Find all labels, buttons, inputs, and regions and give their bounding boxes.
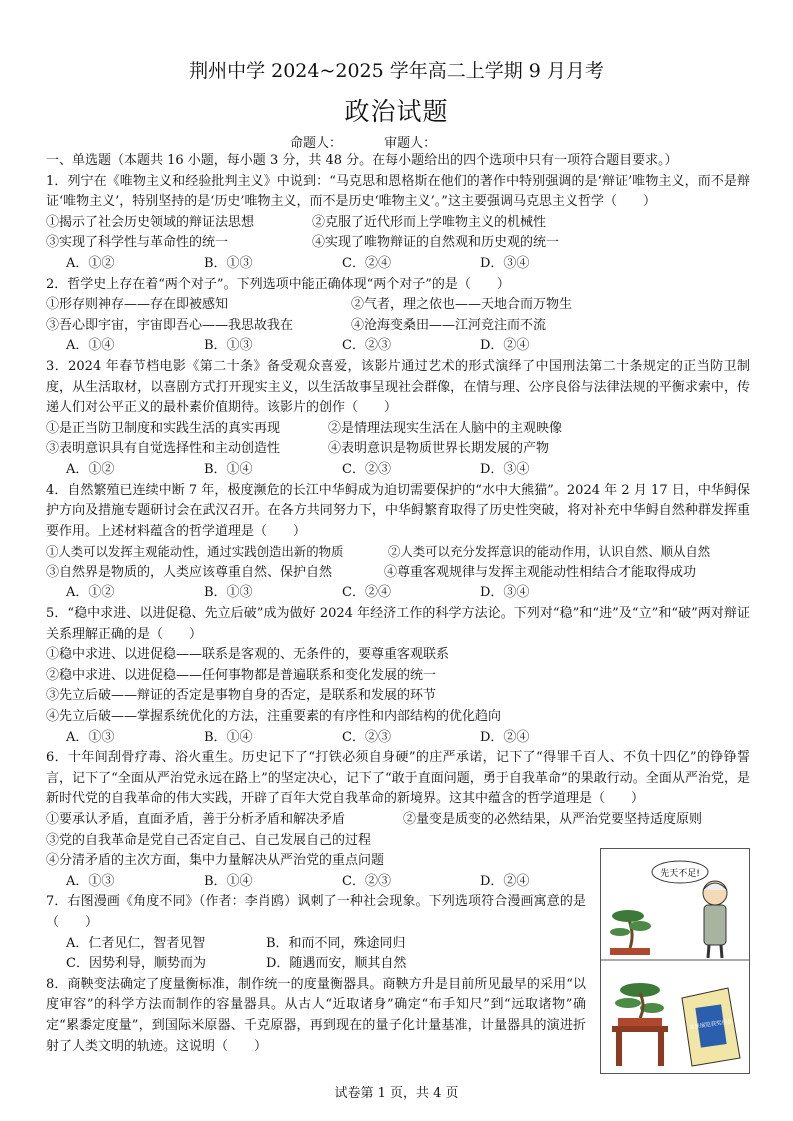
q3-options <box>46 460 750 481</box>
q3-item-4: ④表明意识是物质世界长期发展的产物 <box>328 441 550 457</box>
q2-option-a: A．①④ <box>66 338 115 354</box>
q4-options <box>46 583 750 604</box>
q4-item-4: ④尊重客观规律与发挥主观能动性相结合才能取得成功 <box>384 564 697 580</box>
q3-stem: 3．2024 年春节档电影《第二十条》备受观众喜爱，该影片通过艺术的形式演绎了中国刑法第二十条规定的正当防卫制度，从生活取材，以喜剧方式打开现实主义，以生活故事呈现社会群像，在情与理、公序良俗与法律法规的平衡求索中，传递人们对公平正义的最朴素价值期待。该影片的创作（ ） <box>46 358 750 416</box>
q5-item-1: ①稳中求进、以进促稳——联系是客观的、无条件的，要尊重客观联系 <box>46 647 450 663</box>
q4-item-1: ①人类可以发挥主观能动性，通过实践创造出新的物质 <box>46 544 344 560</box>
q3-option-c: C．②③ <box>342 461 391 477</box>
q7-option-b: B．和而不同，殊途同归 <box>266 935 406 951</box>
q7-option-c: C．因势利导，顺势而为 <box>66 956 206 972</box>
q2-item-2: ②气者，理之依也——天地合而万物生 <box>351 297 573 313</box>
q2-items-row1 <box>46 295 750 316</box>
q6-option-b: B．①④ <box>204 873 253 889</box>
q7-option-a: A．仁者见仁，智者见智 <box>66 935 206 951</box>
q2-option-c: C．②③ <box>342 338 391 354</box>
q5-option-b: B．①④ <box>204 729 253 745</box>
q3-option-b: B．①④ <box>204 461 253 477</box>
q1-item-2: ②克服了近代形而上学唯物主义的机械性 <box>312 214 547 230</box>
q2-option-b: B．①③ <box>204 338 253 354</box>
q5-option-d: D．②④ <box>480 729 530 745</box>
q1-option-a: A．①② <box>66 255 115 271</box>
q3-item-3: ③表明意识具有自觉选择性和主动创造性 <box>46 441 281 457</box>
q2-option-d: D．②④ <box>480 338 530 354</box>
q4-item-3: ③自然界是物质的，人类应该尊重自然、保护自然 <box>46 564 333 580</box>
cartoon-caption: 先天不足! <box>660 869 700 879</box>
reviewer-label: 审题人： <box>384 136 437 151</box>
q6-option-d: D．②④ <box>480 873 530 889</box>
q1-option-c: C．②④ <box>342 255 391 271</box>
q1-item-1: ①揭示了社会历史领域的辩证法思想 <box>46 214 255 230</box>
q6-items-row1 <box>46 810 750 831</box>
q3-items-row2 <box>46 439 750 460</box>
cartoon-illustration <box>600 848 750 1074</box>
q1-items-row2 <box>46 233 750 254</box>
q4-items-row1 <box>46 542 750 563</box>
q1-item-4: ④实现了唯物辩证的自然观和历史观的统一 <box>312 235 560 251</box>
q1-option-b: B．①③ <box>204 255 253 271</box>
q3-option-d: D．③④ <box>480 461 530 477</box>
q1-options <box>46 254 750 275</box>
q6-option-a: A．①③ <box>66 873 115 889</box>
q7-stem: 7．右图漫画《角度不同》（作者：李肖鸥）讽刺了一种社会现象。下列选项符合漫画寓意的是（ ） <box>46 894 586 930</box>
author-line <box>290 132 436 151</box>
q6-option-c: C．②③ <box>342 873 391 889</box>
q6-stem: 6．十年间刮骨疗毒、浴火重生。历史记下了“打铁必须自身硬”的庄严承诺，记下了“得罪千百人、不负十四亿”的铮铮誓言，记下了“全面从严治党永远在路上”的坚定决心，记下了“敢于直面问题，勇于自我革命”的果敢行动。全面从严治党，是新时代党的自我革命的伟大实践，开辟了百年大党自我革命的新境界。这其中蕴含的哲学道理是（ ） <box>46 750 750 807</box>
q3-items-row1 <box>46 419 750 440</box>
q4-option-b: B．①③ <box>204 585 253 601</box>
q1-stem: 1．列宁在《唯物主义和经验批判主义》中说到：“马克思和恩格斯在他们的著作中特别强调的是‘辩证’唯物主义，而不是辩证‘唯物主义’，特别坚持的是‘历史’唯物主义，而不是历史‘唯物主义’。”这主要强调马克思主义哲学（ ） <box>46 173 750 210</box>
page-footer: 试卷第 1 页，共 4 页 <box>334 1086 459 1101</box>
q4-option-d: D．③④ <box>480 585 530 601</box>
q3-item-2: ②是情理法现实生活在人脑中的主观映像 <box>328 420 563 436</box>
q2-items-row2 <box>46 316 750 337</box>
q5-option-c: C．②③ <box>342 729 391 745</box>
award-sign-text: 盆景展览获奖作品 <box>688 1018 734 1032</box>
q2-item-4: ④沧海变桑田——江河竞注而不流 <box>351 317 547 333</box>
q8-stem: 8．商鞅变法确定了度量衡标准，制作统一的度量衡器具。商鞅方升是目前所见最早的采用“以度审容”的科学方法而制作的容量器具。从古人“近取诸身”确定“布手知尺”到“远取诸物”确定“累黍定度量”，到国际米原器、千克原器，再到现在的量子化计量基准，计量器具的演进折射了人类文明的轨迹。这说明（ ） <box>46 976 586 1054</box>
q2-stem: 2．哲学史上存在着“两个对子”。下列选项中能正确体现“两个对子”的是（ ） <box>46 276 510 292</box>
q1-option-d: D．③④ <box>480 255 530 271</box>
q2-item-1: ①形存则神存——存在即被感知 <box>46 297 229 313</box>
q5-stem: 5．“稳中求进、以进促稳、先立后破”成为做好 2024 年经济工作的科学方法论。下列对“稳”和“进”及“立”和“破”两对辩证关系理解正确的是（ ） <box>46 606 750 642</box>
q4-option-a: A．①② <box>66 585 115 601</box>
subject-title: 政治试题 <box>344 97 449 126</box>
author-label: 命题人： <box>290 136 343 151</box>
q1-item-3: ③实现了科学性与革命性的统一 <box>46 235 229 251</box>
q5-item-4: ④先立后破——掌握系统优化的方法，注重要素的有序性和内部结构的优化趋向 <box>46 709 502 725</box>
q4-stem: 4．自然繁殖已连续中断 7 年，极度濒危的长江中华鲟成为迫切需要保护的“水中大熊猫”。2024 年 2 月 17 日，中华鲟保护方向及措施专题研讨会在武汉召开。在各方共同努力下，中华鲟繁育取得了历史性突破，将对补充中华鲟自然种群发挥重要作用。上述材料蕴含的哲学道理是（ ） <box>46 482 750 539</box>
q5-options <box>46 728 750 749</box>
q4-option-c: C．②④ <box>342 585 391 601</box>
q5-option-a: A．①③ <box>66 729 115 745</box>
q5-item-3: ③先立后破——辩证的否定是事物自身的否定，是联系和发展的环节 <box>46 688 437 704</box>
q1-items-row1 <box>46 213 750 234</box>
q3-item-1: ①是正当防卫制度和实践生活的真实再现 <box>46 420 281 436</box>
q3-option-a: A．①② <box>66 461 115 477</box>
q7-option-d: D．随遇而安，顺其自然 <box>266 956 407 972</box>
q4-items-row2 <box>46 563 750 584</box>
q6-item-2: ②量变是质变的必然结果，从严治党要坚持适度原则 <box>403 812 703 827</box>
exam-title: 荆州中学 2024~2025 学年高二上学期 9 月月考 <box>189 60 604 82</box>
speech-bubble <box>652 861 708 883</box>
section-heading: 一、单选题（本题共 16 小题，每小题 3 分，共 48 分。在每小题给出的四个选项中只有一项符合题目要求。） <box>46 153 678 168</box>
q2-item-3: ③吾心即宇宙，宇宙即吾心——我思故我在 <box>46 317 294 333</box>
q5-item-2: ②稳中求进、以进促稳——任何事物都是普遍联系和变化发展的统一 <box>46 667 437 683</box>
q2-options <box>46 336 750 357</box>
q6-item-4: ④分清矛盾的主次方面，集中力量解决从严治党的重点问题 <box>46 853 385 869</box>
q6-item-3: ③党的自我革命是党自己否定自己、自己发展自己的过程 <box>46 832 372 848</box>
q6-item-1: ①要承认矛盾，直面矛盾，善于分析矛盾和解决矛盾 <box>46 812 346 827</box>
q4-item-2: ②人类可以充分发挥意识的能动作用，认识自然、顺从自然 <box>388 544 711 560</box>
